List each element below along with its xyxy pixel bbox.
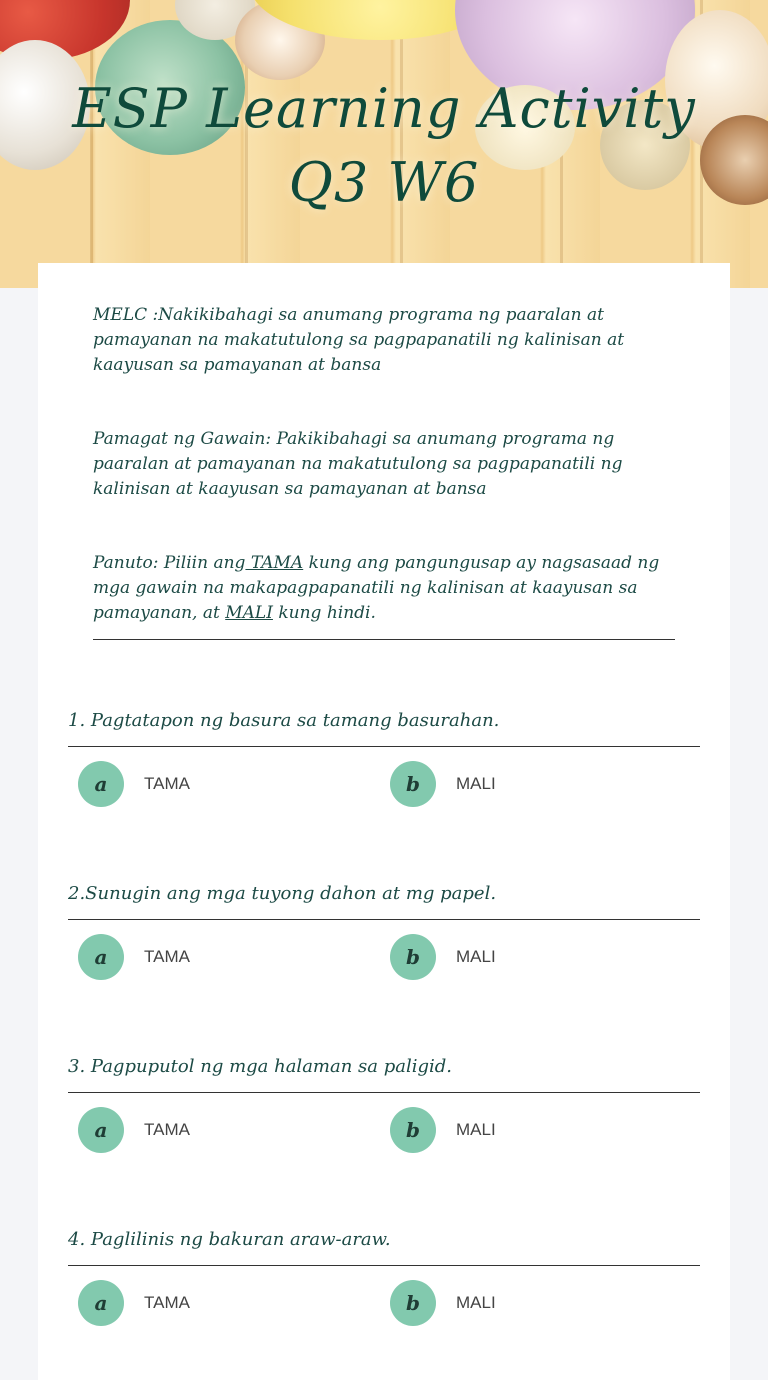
option-label: TAMA: [144, 774, 190, 793]
question-2-option-a[interactable]: [78, 934, 190, 980]
option-label: MALI: [456, 947, 496, 966]
instructions-text: [93, 551, 675, 626]
question-divider: [68, 1265, 700, 1266]
question-divider: [68, 746, 700, 747]
question-divider: [68, 1092, 700, 1093]
option-letter-badge: a: [78, 1280, 124, 1326]
worksheet-card: [38, 263, 730, 1380]
title-line-2: Q3 W6: [288, 151, 480, 214]
option-letter-badge: a: [78, 761, 124, 807]
page-title: [0, 72, 768, 220]
option-label: MALI: [456, 1120, 496, 1139]
option-letter-badge: b: [390, 761, 436, 807]
question-1-option-b[interactable]: [390, 761, 496, 807]
option-label: MALI: [456, 774, 496, 793]
question-divider: [68, 919, 700, 920]
divider: [93, 639, 675, 640]
option-label: TAMA: [144, 1293, 190, 1312]
question-3-option-b[interactable]: [390, 1107, 496, 1153]
option-letter-badge: b: [390, 934, 436, 980]
melc-text: MELC :Nakikibahagi sa anumang programa ng paaralan at pamayanan na makatutulong sa pagpapanatili ng kalinisan at kaayusan sa pamayanan at bansa: [93, 305, 625, 375]
question-3-text: 3. Pagpuputol ng mga halaman sa paligid.: [68, 1056, 453, 1077]
question-4-text: 4. Paglilinis ng bakuran araw-araw.: [68, 1229, 391, 1250]
option-letter-badge: b: [390, 1280, 436, 1326]
option-label: TAMA: [144, 1120, 190, 1139]
question-4-option-a[interactable]: [78, 1280, 190, 1326]
option-letter-badge: a: [78, 1107, 124, 1153]
question-2-text: 2.Sunugin ang mga tuyong dahon at mg papel.: [68, 883, 497, 904]
instructions-tama: TAMA: [245, 553, 304, 573]
instructions-middle: kung ang pangungusap ay nagsasaad ng mga gawain na makapagpapanatili ng kalinisan at kaayusan sa pamayanan, at: [93, 553, 660, 623]
instructions-start: Panuto: Piliin ang: [93, 553, 246, 573]
option-label: MALI: [456, 1293, 496, 1312]
question-4-option-b[interactable]: [390, 1280, 496, 1326]
header-banner: [0, 0, 768, 288]
option-letter-badge: b: [390, 1107, 436, 1153]
question-1-text: 1. Pagtatapon ng basura sa tamang basurahan.: [68, 710, 500, 731]
option-label: TAMA: [144, 947, 190, 966]
option-letter-badge: a: [78, 934, 124, 980]
title-line-1: ESP Learning Activity: [72, 77, 696, 140]
question-1-option-a[interactable]: [78, 761, 190, 807]
instructions-end: kung hindi.: [272, 603, 376, 623]
activity-title-text: Pamagat ng Gawain: Pakikibahagi sa anumang programa ng paaralan at pamayanan na makatutulong sa pagpapanatili ng kalinisan at kaayusan sa pamayanan at bansa: [93, 429, 623, 499]
instructions-mali: MALI: [225, 603, 273, 623]
question-3-option-a[interactable]: [78, 1107, 190, 1153]
question-2-option-b[interactable]: [390, 934, 496, 980]
